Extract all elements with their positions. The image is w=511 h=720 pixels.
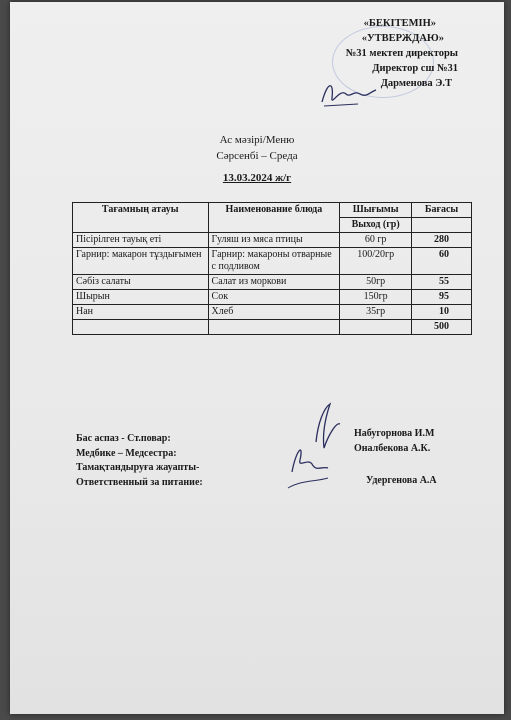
cell-qty: 50гр (340, 275, 412, 290)
approval-director-kz: №31 мектеп директоры (345, 48, 458, 59)
cell-qty: 100/20гр (340, 248, 412, 275)
approval-line-ru: «УТВЕРЖДАЮ» (361, 33, 444, 44)
cell-kz: Гарнир: макарон тұздығымен (73, 248, 209, 275)
menu-heading (10, 132, 504, 186)
cell-kz: Сәбіз салаты (73, 275, 209, 290)
cell-price: 10 (412, 305, 472, 320)
label-responsible-kz: Тамақтандыруға жауапты- (76, 462, 200, 473)
cell-ru: Сок (208, 290, 340, 305)
cell-kz: Пісірілген тауық еті (73, 233, 209, 248)
approval-line-kz: «БЕКІТЕМІН» (363, 18, 436, 29)
approval-director-ru: Директор сш №31 (372, 63, 458, 74)
approval-director-name: Дарменова Э.Т (380, 78, 452, 89)
name-nurse: Оналбекова А.К. (354, 443, 431, 454)
director-signature (318, 76, 378, 112)
cell-empty (208, 320, 340, 335)
cell-ru: Хлеб (208, 305, 340, 320)
table-row (73, 290, 472, 305)
header-qty-kz: Шығымы (340, 203, 412, 218)
label-responsible-ru: Ответственный за питание: (76, 476, 203, 488)
cell-ru: Гарнир: макароны отварные с подливом (208, 248, 340, 275)
name-chef: Набугорнова И.М (354, 428, 435, 439)
cell-qty: 150гр (340, 290, 412, 305)
header-qty-ru: Выход (гр) (340, 218, 412, 233)
cell-total: 500 (412, 320, 472, 335)
cell-price: 95 (412, 290, 472, 305)
table-row (73, 248, 472, 275)
header-price: Бағасы (412, 203, 472, 218)
document-sheet (10, 2, 504, 714)
cell-ru: Салат из моркови (208, 275, 340, 290)
table-total-row (73, 320, 472, 335)
cell-kz: Нан (73, 305, 209, 320)
menu-title: Ас мәзірі/Меню (219, 134, 295, 146)
responsible-names (354, 426, 437, 488)
header-name-kz: Тағамның атауы (73, 203, 209, 233)
cell-price: 55 (412, 275, 472, 290)
label-chef: Бас аспаз - Ст.повар: (76, 433, 171, 444)
cell-empty (340, 320, 412, 335)
cell-price: 60 (412, 248, 472, 275)
table-row (73, 275, 472, 290)
label-nurse: Медбике – Медсестра: (76, 447, 177, 459)
menu-table (72, 202, 472, 335)
signatures (278, 402, 358, 494)
cell-empty (73, 320, 209, 335)
cell-kz: Шырын (73, 290, 209, 305)
menu-day: Сәрсенбі – Среда (216, 150, 298, 162)
name-responsible: Удергенова А.А (366, 475, 437, 486)
cell-ru: Гуляш из мяса птицы (208, 233, 340, 248)
responsible-labels (76, 432, 203, 490)
cell-qty: 35гр (340, 305, 412, 320)
table-row (73, 233, 472, 248)
header-empty (412, 218, 472, 233)
cell-qty: 60 гр (340, 233, 412, 248)
table-header-row (73, 203, 472, 218)
cell-price: 280 (412, 233, 472, 248)
table-row (73, 305, 472, 320)
header-name-ru: Наименование блюда (208, 203, 340, 233)
menu-date: 13.03.2024 ж/г (222, 172, 292, 184)
